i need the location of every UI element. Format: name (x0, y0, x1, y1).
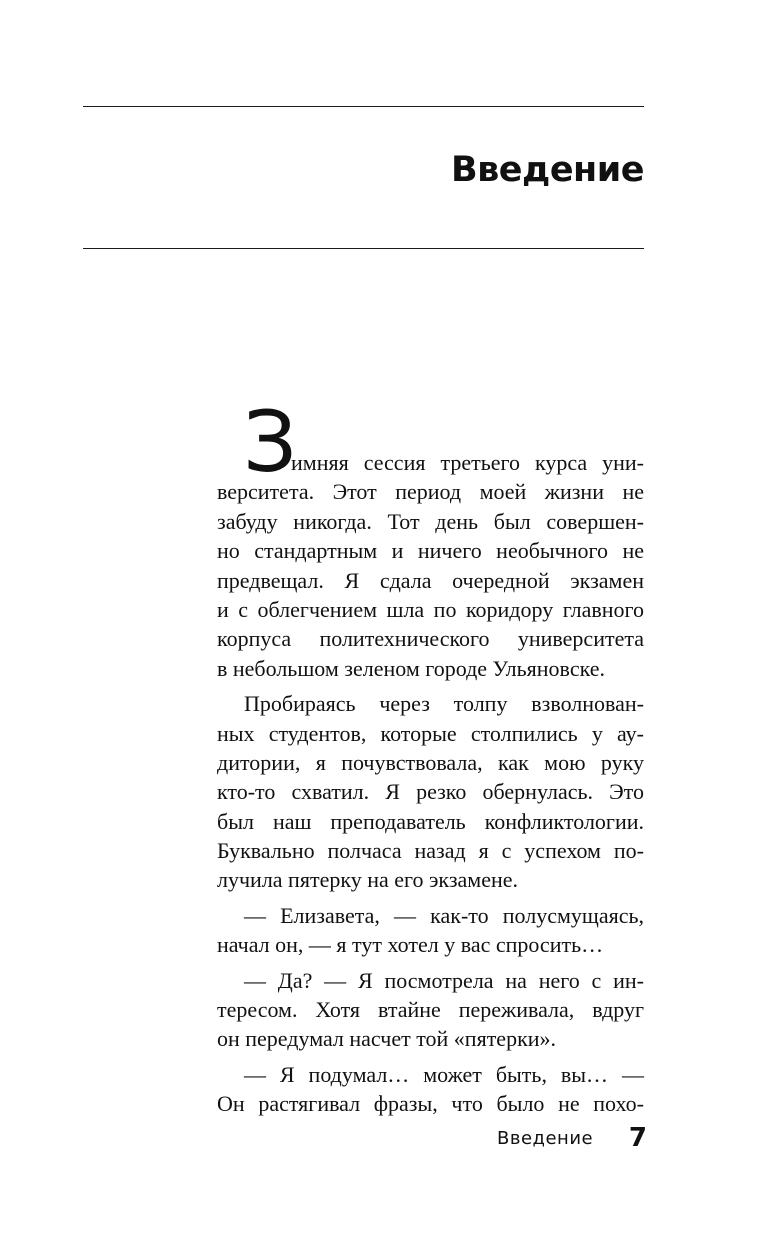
bottom-rule (83, 248, 644, 249)
text-line: имняя сессия третьего курса уни- (291, 450, 644, 475)
text-line: был наш преподаватель конфликтологии. (217, 808, 644, 834)
text-line: верситета. Этот период моей жизни не (217, 479, 644, 505)
text-line: в небольшом зеленом городе Ульяновске. (217, 655, 605, 681)
running-head: Введение (497, 1128, 594, 1149)
text-line: — Елизавета, — как-то полусмущаясь, (244, 902, 644, 928)
text-line: забуду никогда. Тот день был совершен- (217, 508, 644, 534)
text-line: начал он, — я тут хотел у вас спросить… (217, 932, 604, 958)
text-line: но стандартным и ничего необычного не (217, 538, 644, 564)
text-line: дитории, я почувствовала, как мою руку (217, 749, 644, 775)
text-line: корпуса политехнического университета (217, 626, 644, 652)
text-line: тересом. Хотя втайне переживала, вдруг (217, 997, 644, 1023)
top-rule (83, 106, 644, 107)
text-line: Буквально полчаса назад я с успехом по- (217, 838, 644, 864)
text-line: предвещал. Я сдала очередной экзамен (217, 567, 644, 593)
text-line: лучила пятерку на его экзамене. (217, 867, 519, 893)
text-line: — Да? — Я посмотрела на него с ин- (244, 967, 644, 993)
text-line: он передумал насчет той «пятерки». (217, 1026, 557, 1052)
text-line: Пробираясь через толпу взволнован- (244, 691, 644, 717)
text-line: ных студентов, которые столпились у ау- (217, 720, 644, 746)
chapter-title: Введение (450, 150, 644, 190)
text-line: — Я подумал… может быть, вы… — (244, 1061, 644, 1087)
body-text (217, 448, 644, 1119)
drop-cap: З (243, 393, 297, 491)
page-number: 7 (628, 1123, 647, 1153)
text-line: и с облегчением шла по коридору главного (217, 596, 644, 622)
text-line: кто-то схватил. Я резко обернулась. Это (217, 779, 644, 805)
text-line: Он растягивал фразы, что было не похо- (217, 1091, 644, 1117)
